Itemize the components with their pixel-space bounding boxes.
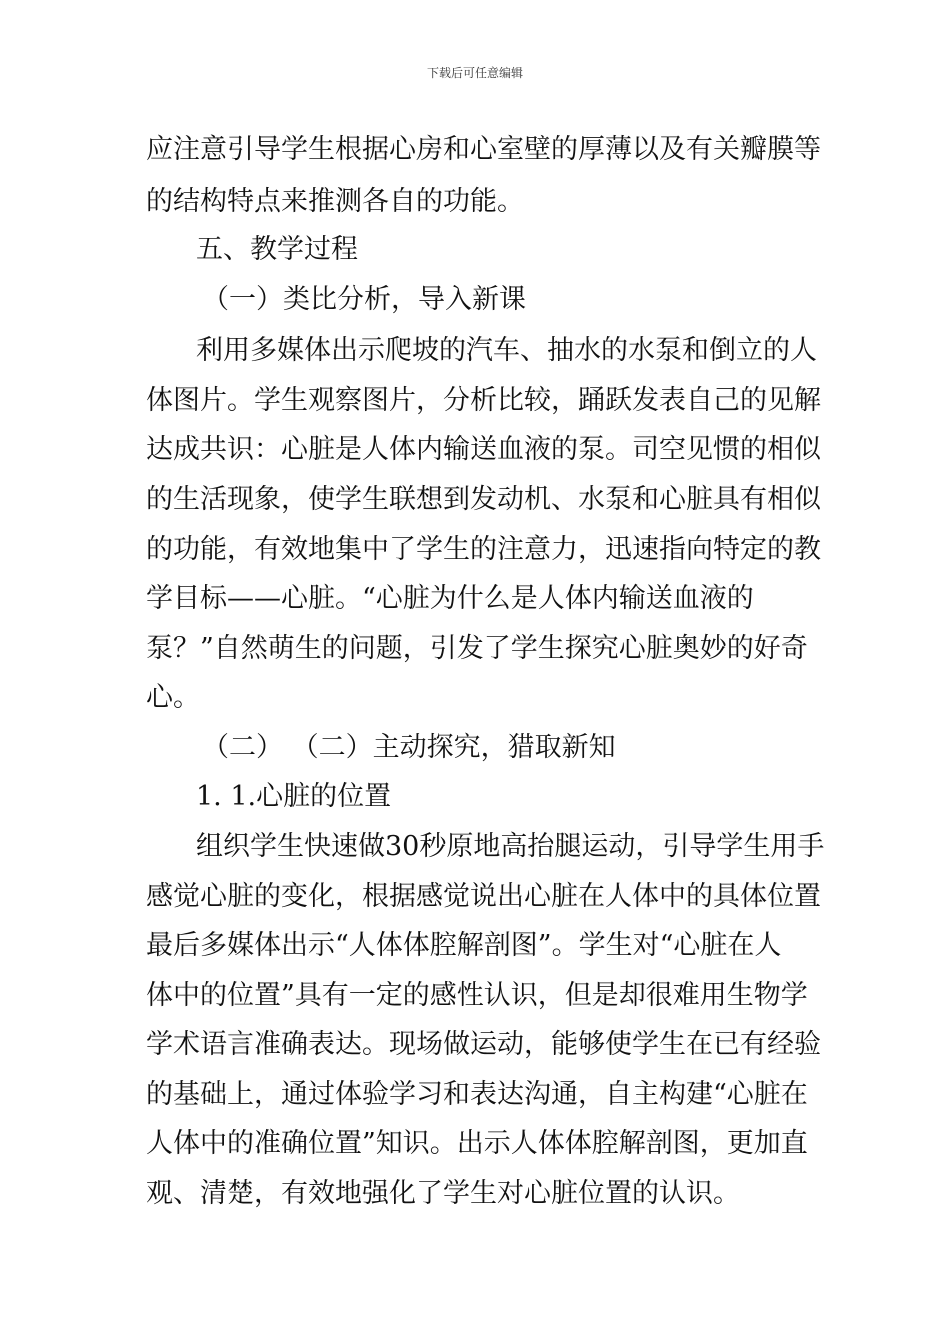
paragraph-line: 心。	[146, 682, 200, 713]
paragraph-line: 学术语言准确表达。现场做运动，能够使学生在已有经验	[146, 1029, 821, 1060]
subsection-heading: （二） （二）主动探究，猎取新知	[202, 732, 616, 763]
numbered-heading: 1. 1.心脏的位置	[196, 781, 392, 812]
paragraph-line: 体中的位置”具有一定的感性认识，但是却很难用生物学	[146, 980, 808, 1011]
paragraph-line: 组织学生快速做30秒原地高抬腿运动，引导学生用手	[196, 831, 825, 862]
paragraph-line: 的功能，有效地集中了学生的注意力，迅速指向特定的教	[146, 534, 821, 565]
paragraph-line: 利用多媒体出示爬坡的汽车、抽水的水泵和倒立的人	[196, 335, 817, 366]
paragraph-line: 的基础上，通过体验学习和表达沟通，自主构建“心脏在	[146, 1079, 808, 1110]
subsection-heading: （一）类比分析，导入新课	[202, 284, 526, 315]
paragraph-line: 达成共识：心脏是人体内输送血液的泵。司空见惯的相似	[146, 434, 821, 465]
paragraph-line: 的结构特点来推测各自的功能。	[146, 186, 524, 217]
paragraph-line: 感觉心脏的变化，根据感觉说出心脏在人体中的具体位置	[146, 881, 821, 912]
paragraph-line: 泵？”自然萌生的问题，引发了学生探究心脏奥妙的好奇	[146, 633, 808, 664]
paragraph-line: 最后多媒体出示“人体体腔解剖图”。学生对“心脏在人	[146, 930, 782, 961]
section-heading: 五、教学过程	[196, 234, 358, 265]
paragraph-line: 应注意引导学生根据心房和心室壁的厚薄以及有关瓣膜等	[146, 134, 821, 165]
paragraph-line: 的生活现象，使学生联想到发动机、水泵和心脏具有相似	[146, 484, 821, 515]
paragraph-line: 学目标——心脏。“心脏为什么是人体内输送血液的	[146, 583, 754, 614]
page-header-note: 下载后可任意编辑	[426, 66, 523, 80]
paragraph-line: 体图片。学生观察图片，分析比较，踊跃发表自己的见解	[146, 385, 821, 416]
paragraph-line: 观、清楚，有效地强化了学生对心脏位置的认识。	[146, 1178, 740, 1209]
paragraph-line: 人体中的准确位置”知识。出示人体体腔解剖图，更加直	[146, 1128, 808, 1159]
